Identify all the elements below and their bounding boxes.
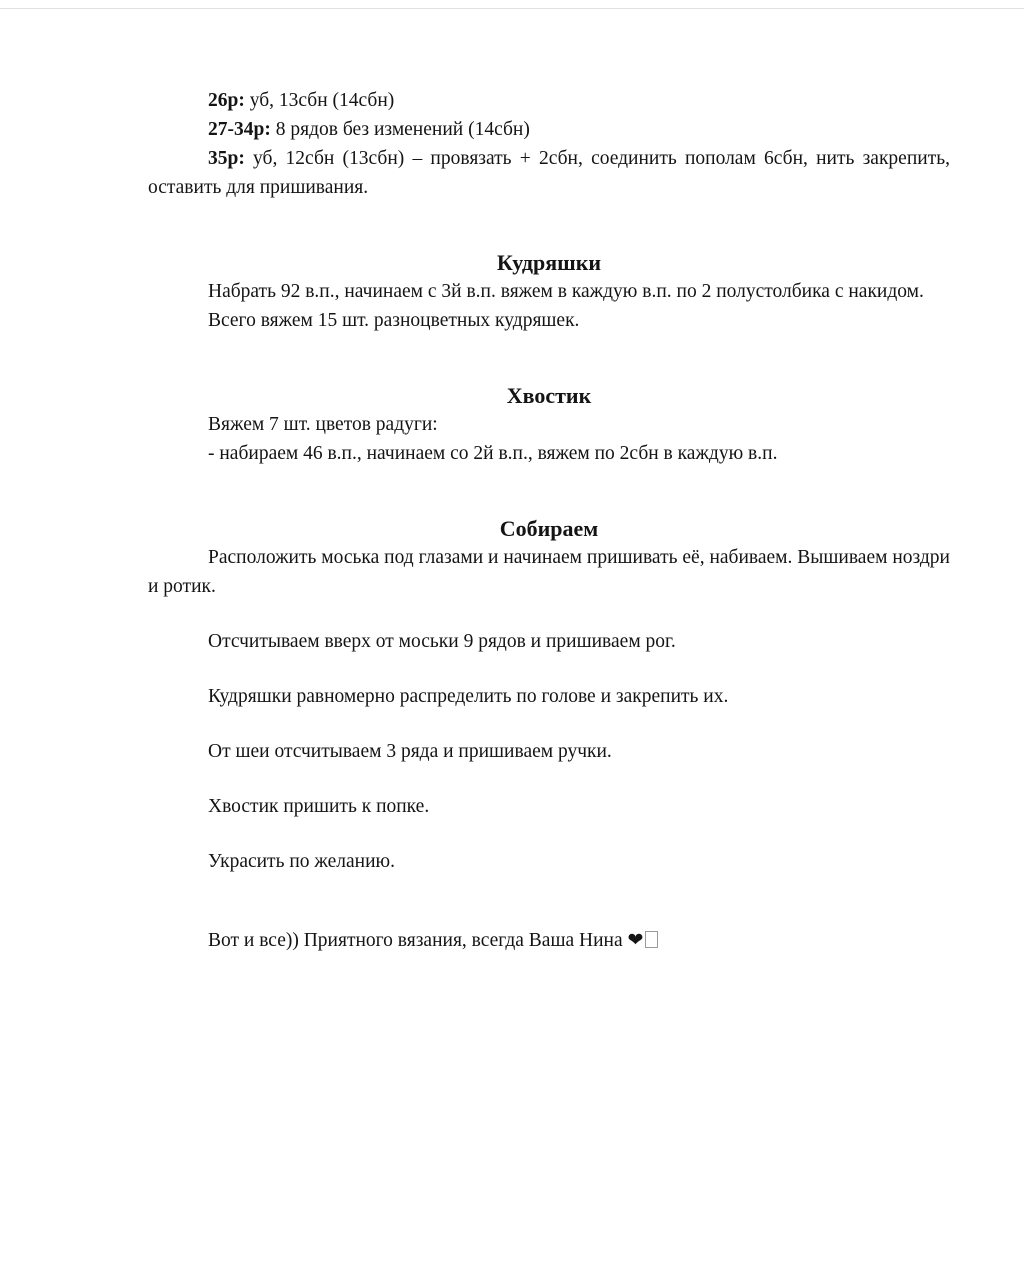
section-heading-assemble: Собираем — [499, 516, 599, 541]
row-27-34 — [148, 115, 950, 144]
top-divider — [0, 8, 1024, 9]
curls-paragraph-1: Набрать 92 в.п., начинаем с 3й в.п. вяжем в каждую в.п. по 2 полустолбика с накидом. — [208, 281, 924, 302]
row-text: уб, 12сбн (13сбн) – провязать + 2сбн, соединить пополам 6сбн, нить закрепить, оставить для пришивания. — [148, 148, 950, 198]
row-instructions — [148, 86, 950, 202]
closing-text: Вот и все)) Приятного вязания, всегда Ваша Нина — [208, 930, 628, 951]
section-heading-tail: Хвостик — [506, 383, 592, 408]
row-26 — [148, 86, 950, 115]
row-35 — [148, 144, 950, 202]
assemble-step-5: Украсить по желанию. — [208, 851, 395, 872]
tail-paragraph-1: Вяжем 7 шт. цветов радуги: — [208, 414, 438, 435]
tail-paragraph-2: - набираем 46 в.п., начинаем со 2й в.п., вяжем по 2сбн в каждую в.п. — [208, 443, 778, 464]
document-page — [148, 86, 950, 955]
row-label: 26р: — [208, 90, 245, 111]
assemble-step-2: Кудряшки равномерно распределить по голове и закрепить их. — [208, 686, 729, 707]
row-label: 27-34р: — [208, 119, 271, 140]
row-label: 35р: — [208, 148, 245, 169]
curls-paragraph-2: Всего вяжем 15 шт. разноцветных кудряшек. — [208, 310, 580, 331]
assemble-step-4: Хвостик пришить к попке. — [208, 796, 430, 817]
row-text: уб, 13сбн (14сбн) — [244, 90, 395, 111]
section-heading-curls: Кудряшки — [496, 250, 602, 275]
assemble-paragraph-1: Расположить моська под глазами и начинаем пришивать её, набиваем. Вышиваем ноздри и ротик. — [148, 547, 950, 597]
assemble-step-1: Отсчитываем вверх от моськи 9 рядов и пришиваем рог. — [208, 631, 676, 652]
heart-icon: ❤ — [627, 929, 644, 951]
missing-glyph-icon — [645, 931, 658, 948]
row-text: 8 рядов без изменений (14сбн) — [270, 119, 530, 140]
assemble-step-3: От шеи отсчитываем 3 ряда и пришиваем ручки. — [208, 741, 612, 762]
closing-line — [148, 926, 950, 955]
